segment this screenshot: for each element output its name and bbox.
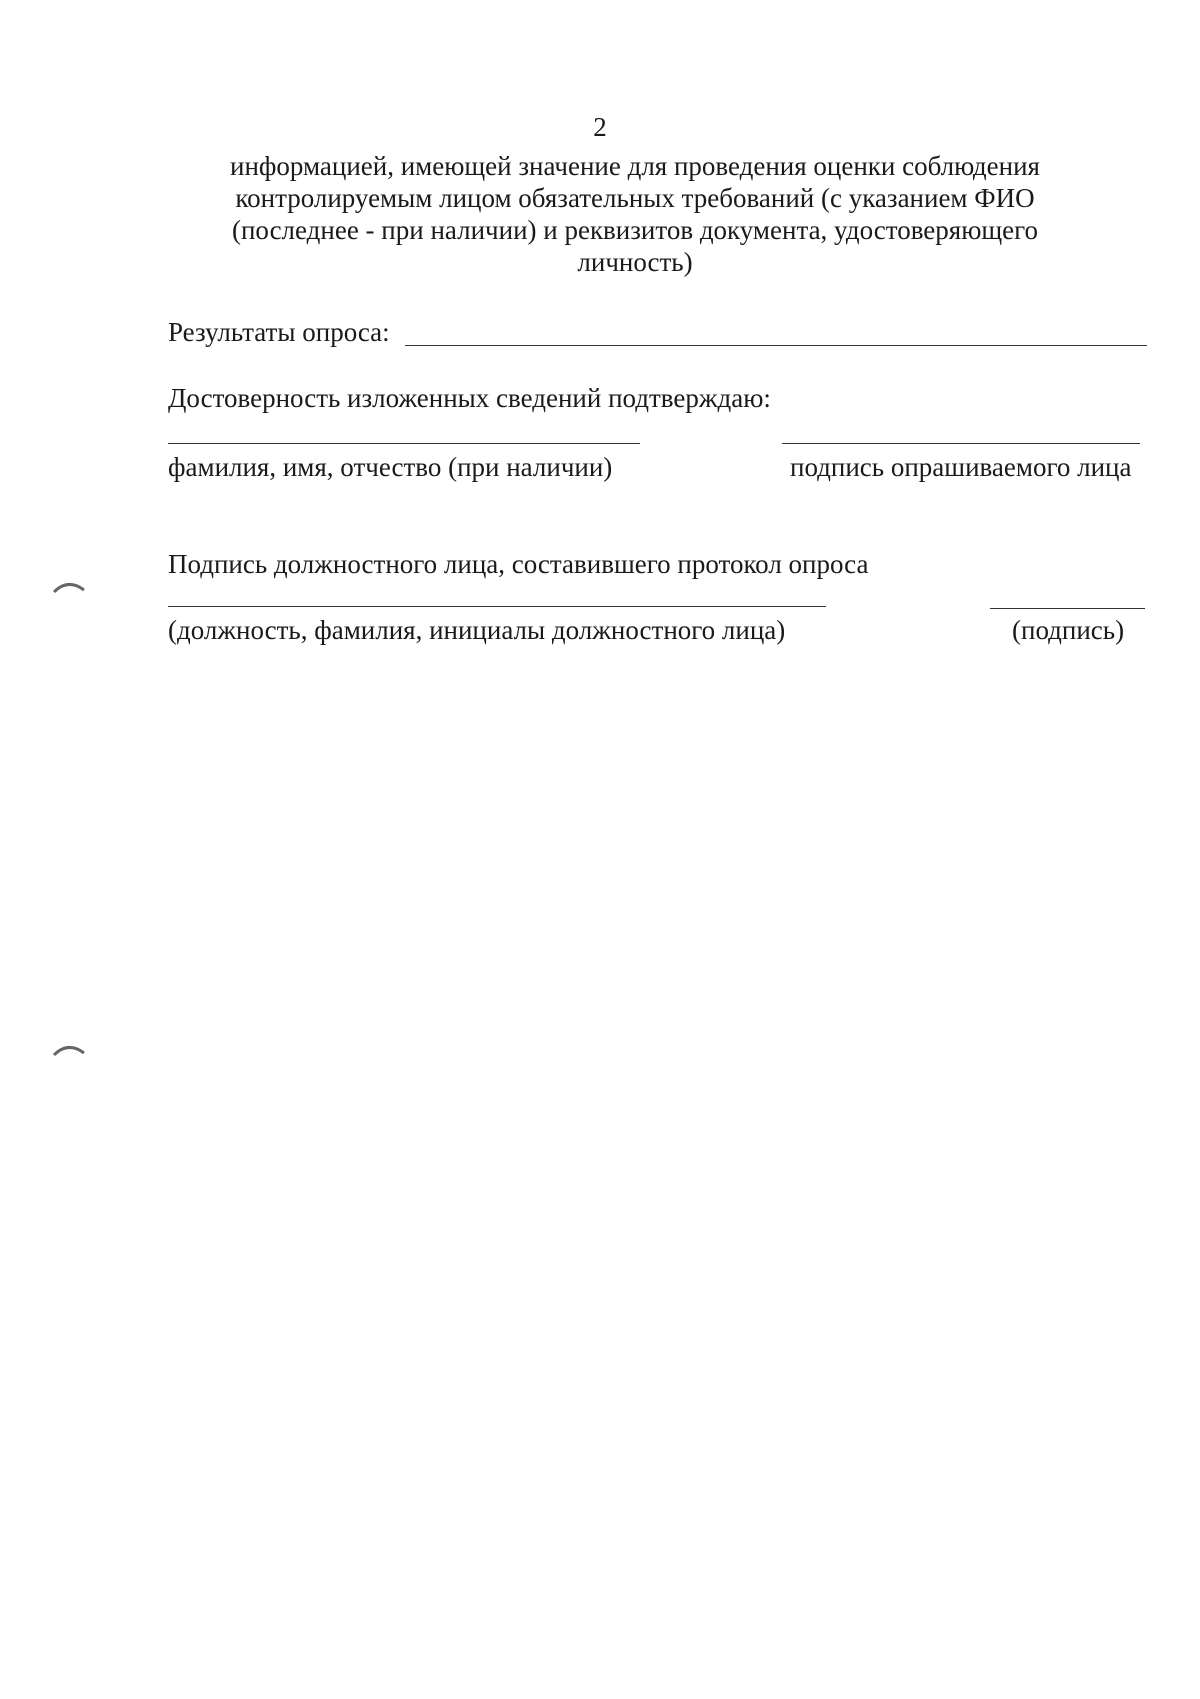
- punch-hole-mark-icon: [52, 1043, 86, 1057]
- intro-line: контролируемым лицом обязательных требований (с указанием ФИО: [235, 183, 1035, 213]
- respondent-name-line[interactable]: [168, 443, 640, 444]
- official-signature-caption: (подпись): [1012, 615, 1125, 645]
- official-signature-line[interactable]: [990, 608, 1145, 609]
- official-signature-heading: Подпись должностного лица, составившего протокол опроса: [168, 549, 869, 579]
- respondent-signature-line[interactable]: [782, 443, 1140, 444]
- official-name-caption: (должность, фамилия, инициалы должностного лица): [168, 615, 786, 645]
- punch-hole-mark-icon: [52, 580, 86, 594]
- respondent-name-caption: фамилия, имя, отчество (при наличии): [168, 452, 613, 482]
- respondent-signature-caption: подпись опрашиваемого лица: [790, 452, 1132, 482]
- intro-line: информацией, имеющей значение для проведения оценки соблюдения: [230, 151, 1040, 181]
- intro-line: личность): [577, 247, 693, 277]
- confirmation-text: Достоверность изложенных сведений подтверждаю:: [168, 383, 771, 413]
- results-label: Результаты опроса:: [168, 317, 390, 347]
- page-number: 2: [593, 112, 607, 142]
- intro-paragraph: [170, 150, 1100, 278]
- official-name-line[interactable]: [168, 606, 826, 607]
- intro-line: (последнее - при наличии) и реквизитов документа, удостоверяющего: [231, 215, 1039, 245]
- results-entry-line[interactable]: [405, 345, 1147, 346]
